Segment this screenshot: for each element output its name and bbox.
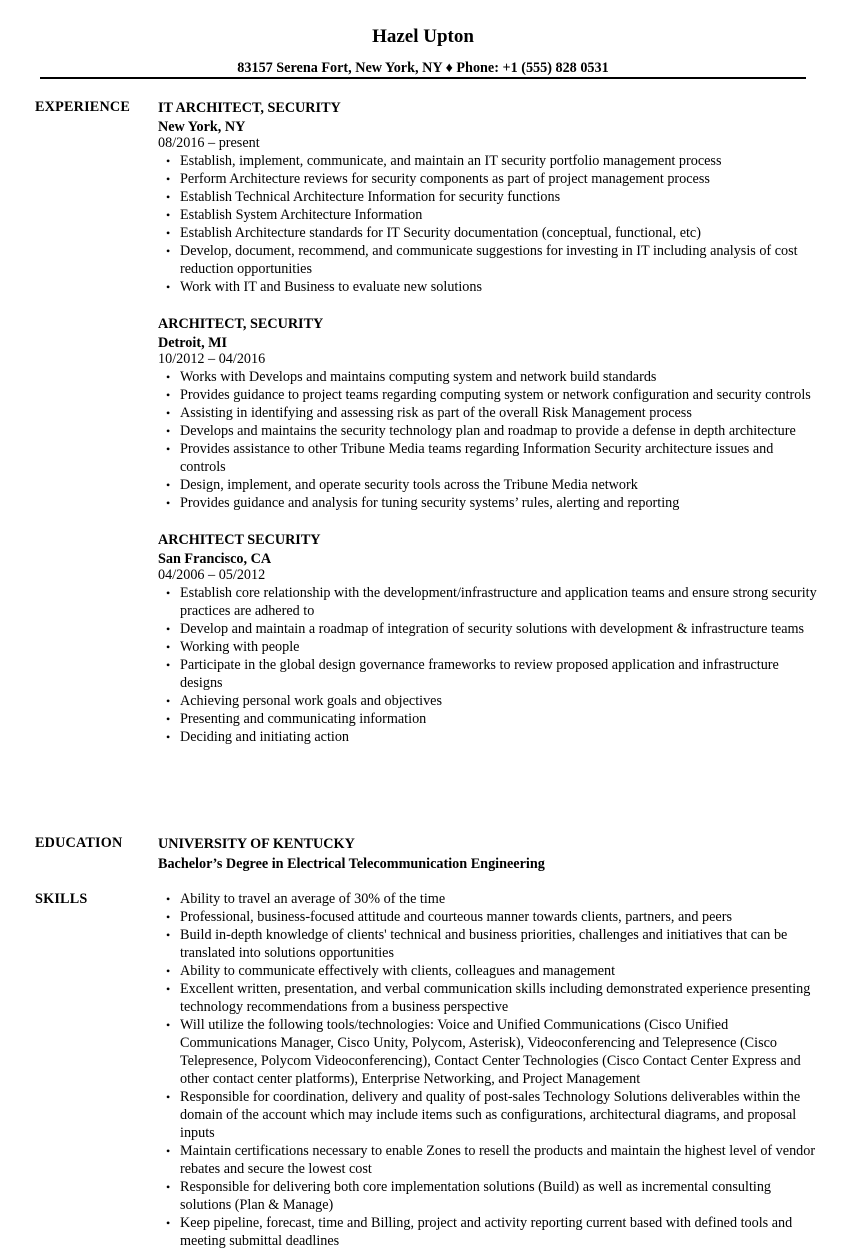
bullet-dot-icon: • <box>166 1018 171 1032</box>
job-dates: 08/2016 – present <box>158 135 260 151</box>
job-location: San Francisco, CA <box>158 551 272 567</box>
job-entry <box>158 530 818 746</box>
skill-item: • Excellent written, presentation, and verbal communication skills including demonstrated experience presenting technology recommendations from a business perspective <box>166 981 811 1015</box>
bullet-dot-icon: • <box>166 1216 171 1230</box>
bullet-dot-icon: • <box>166 1180 171 1194</box>
job-dates: 10/2012 – 04/2016 <box>158 351 266 367</box>
job-title: ARCHITECT SECURITY <box>158 532 321 548</box>
skills-heading: SKILLS <box>35 891 88 907</box>
skill-item: • Ability to communicate effectively with clients, colleagues and management <box>166 963 616 979</box>
header-divider <box>40 77 806 79</box>
bullet-dot-icon: • <box>166 190 171 204</box>
job-bullets <box>158 368 818 512</box>
job-title: IT ARCHITECT, SECURITY <box>158 100 341 116</box>
bullet-dot-icon: • <box>166 208 171 222</box>
skills-list <box>158 890 818 1250</box>
bullet-dot-icon: • <box>166 622 171 636</box>
bullet-item: • Develops and maintains the security technology plan and roadmap to provide a defense in depth architecture <box>166 423 796 439</box>
bullet-dot-icon: • <box>166 964 171 978</box>
bullet-dot-icon: • <box>166 892 171 906</box>
bullet-item: • Work with IT and Business to evaluate new solutions <box>166 279 483 295</box>
contact-line: 83157 Serena Fort, New York, NY ♦ Phone: +1 (555) 828 0531 <box>237 60 609 76</box>
bullet-dot-icon: • <box>166 244 171 258</box>
bullet-item: • Develop and maintain a roadmap of integration of security solutions with development & infrastructure teams <box>166 621 805 637</box>
bullet-dot-icon: • <box>166 730 171 744</box>
bullet-item: • Develop, document, recommend, and communicate suggestions for investing in IT including analysis of cost reduction opportunities <box>166 243 798 277</box>
education-heading: EDUCATION <box>35 835 123 851</box>
bullet-item: • Provides assistance to other Tribune Media teams regarding Information Security architecture issues and controls <box>166 441 774 475</box>
bullet-item: • Perform Architecture reviews for security components as part of project management process <box>166 171 710 187</box>
experience-heading: EXPERIENCE <box>35 99 131 115</box>
job-entry <box>158 98 818 296</box>
job-title: ARCHITECT, SECURITY <box>158 316 324 332</box>
bullet-item: • Assisting in identifying and assessing risk as part of the overall Risk Management process <box>166 405 692 421</box>
skill-item: • Keep pipeline, forecast, time and Billing, project and activity reporting current based with defined tools and meeting submittal deadlines <box>166 1215 793 1249</box>
skill-item: • Responsible for coordination, delivery and quality of post-sales Technology Solutions deliverables within the domain of the account which may include items such as configurations, architectural diagrams, and proposal inputs <box>166 1089 801 1141</box>
bullet-item: • Provides guidance to project teams regarding computing system or network configuration and security controls <box>166 387 811 403</box>
skill-item: • Ability to travel an average of 30% of the time <box>166 891 446 907</box>
skill-item: • Will utilize the following tools/technologies: Voice and Unified Communications (Cisco Unified Communications Manager, Cisco Unity, Polycom, Asterisk), Videoconferencing and Telepresence (Cisco Telepresence, Polycom Videoconferencing), Contact Center Technologies (Cisco Contact Center Express and other contact center platforms), Enterprise Networking, and Project Management <box>166 1017 801 1087</box>
job-bullets <box>158 152 818 296</box>
bullet-item: • Participate in the global design governance frameworks to review proposed application and infrastructure designs <box>166 657 779 691</box>
job-location: New York, NY <box>158 119 246 135</box>
bullet-dot-icon: • <box>166 154 171 168</box>
bullet-item: • Establish System Architecture Information <box>166 207 423 223</box>
experience-list <box>158 98 818 764</box>
skill-item: • Build in-depth knowledge of clients' technical and business priorities, challenges and initiatives that can be translated into solutions opportunities <box>166 927 788 961</box>
bullet-dot-icon: • <box>166 982 171 996</box>
education-degree: Bachelor’s Degree in Electrical Telecommunication Engineering <box>158 856 545 872</box>
skill-item: • Maintain certifications necessary to enable Zones to resell the products and maintain the highest level of vendor rebates and secure the lowest cost <box>166 1143 816 1177</box>
candidate-name: Hazel Upton <box>372 26 474 47</box>
bullet-dot-icon: • <box>166 712 171 726</box>
bullet-dot-icon: • <box>166 1090 171 1104</box>
job-entry <box>158 314 818 512</box>
bullet-dot-icon: • <box>166 586 171 600</box>
bullet-item: • Establish core relationship with the development/infrastructure and application teams and ensure strong security practices are adhered to <box>166 585 817 619</box>
bullet-dot-icon: • <box>166 910 171 924</box>
bullet-dot-icon: • <box>166 496 171 510</box>
bullet-item: • Working with people <box>166 639 300 655</box>
bullet-dot-icon: • <box>166 226 171 240</box>
job-bullets <box>158 584 818 746</box>
bullet-item: • Design, implement, and operate security tools across the Tribune Media network <box>166 477 638 493</box>
education-body <box>158 834 818 874</box>
bullet-item: • Establish Technical Architecture Information for security functions <box>166 189 561 205</box>
bullet-item: • Presenting and communicating information <box>166 711 427 727</box>
bullet-dot-icon: • <box>166 1144 171 1158</box>
bullet-item: • Establish, implement, communicate, and maintain an IT security portfolio management process <box>166 153 722 169</box>
bullet-dot-icon: • <box>166 172 171 186</box>
skill-item: • Responsible for delivering both core implementation solutions (Build) as well as incremental consulting solutions (Plan & Manage) <box>166 1179 772 1213</box>
skill-item: • Professional, business-focused attitude and courteous manner towards clients, partners, and peers <box>166 909 732 925</box>
bullet-item: • Deciding and initiating action <box>166 729 350 745</box>
job-dates: 04/2006 – 05/2012 <box>158 567 266 583</box>
bullet-dot-icon: • <box>166 478 171 492</box>
bullet-dot-icon: • <box>166 658 171 672</box>
bullet-dot-icon: • <box>166 388 171 402</box>
bullet-dot-icon: • <box>166 370 171 384</box>
bullet-item: • Provides guidance and analysis for tuning security systems’ rules, alerting and reporting <box>166 495 680 511</box>
bullet-dot-icon: • <box>166 424 171 438</box>
bullet-dot-icon: • <box>166 694 171 708</box>
skills-body <box>158 890 818 1250</box>
job-location: Detroit, MI <box>158 335 228 351</box>
bullet-dot-icon: • <box>166 442 171 456</box>
bullet-dot-icon: • <box>166 280 171 294</box>
bullet-dot-icon: • <box>166 640 171 654</box>
bullet-item: • Works with Develops and maintains computing system and network build standards <box>166 369 657 385</box>
bullet-dot-icon: • <box>166 928 171 942</box>
education-school: UNIVERSITY OF KENTUCKY <box>158 836 355 852</box>
bullet-dot-icon: • <box>166 406 171 420</box>
bullet-item: • Achieving personal work goals and objectives <box>166 693 443 709</box>
bullet-item: • Establish Architecture standards for IT Security documentation (conceptual, functional, etc) <box>166 225 701 241</box>
